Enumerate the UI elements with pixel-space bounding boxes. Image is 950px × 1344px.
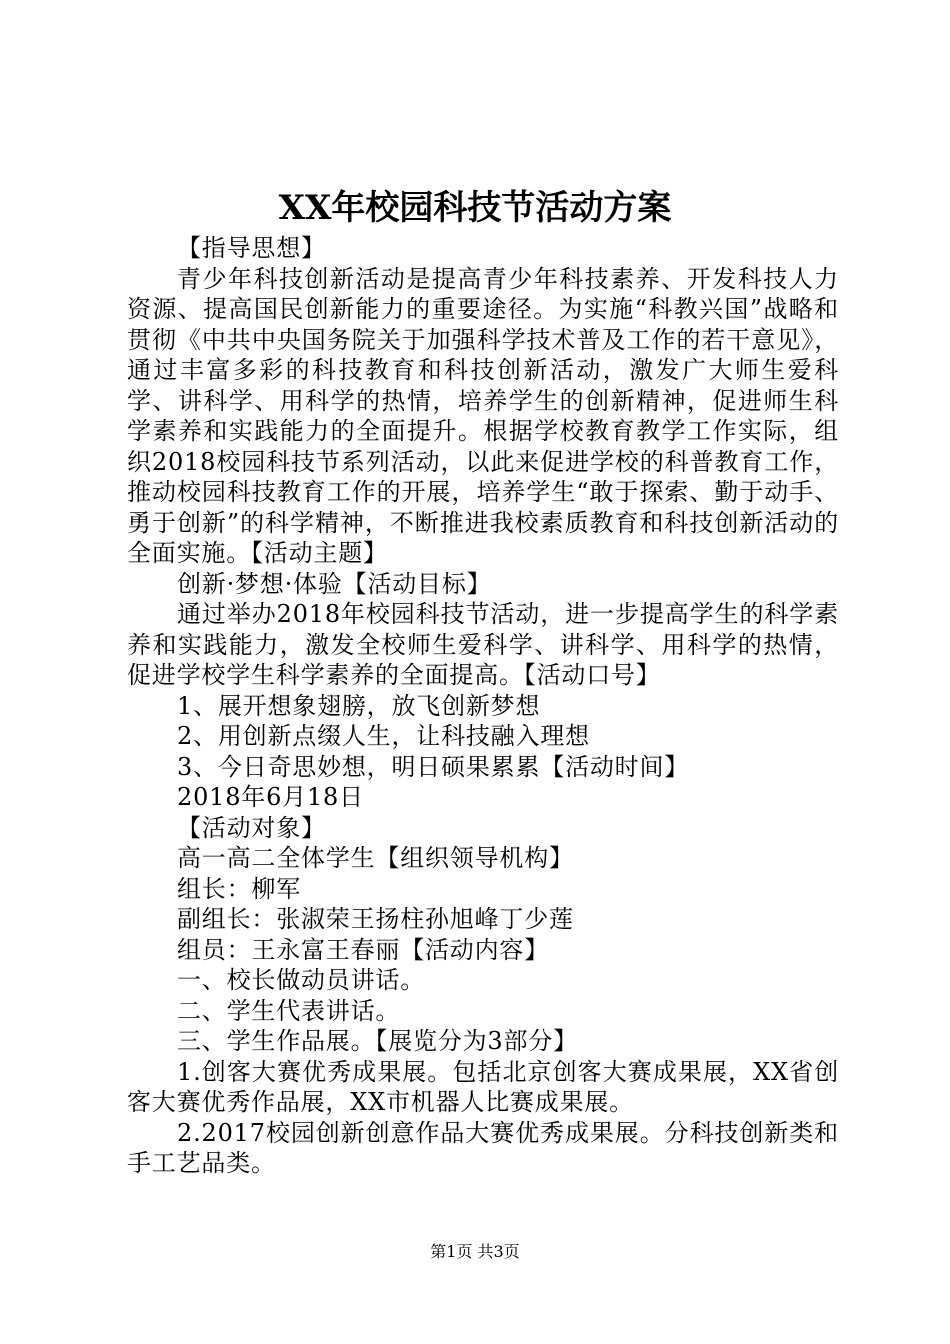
- slogan-item: 3、今日奇思妙想，明日硕果累累【活动时间】: [177, 752, 690, 781]
- paragraph-goals: 通过举办2018年校园科技节活动，进一步提高学生的科学素养和实践能力，激发全校师生爱科学、讲科学、用科学的热情，促进学校学生科学素养的全面提高。【活动口号】: [127, 600, 839, 689]
- document-body: [127, 233, 839, 1179]
- exhibition-item: 1.创客大赛优秀成果展。包括北京创客大赛成果展，XX省创客大赛优秀作品展，XX市机器人比赛成果展。: [127, 1057, 839, 1116]
- activity-date: 2018年6月18日: [177, 783, 364, 811]
- org-members: 组员：王永富王春丽【活动内容】: [177, 935, 549, 964]
- paragraph-theme: 创新·梦想·体验【活动目标】: [177, 569, 492, 598]
- content-item: 三、学生作品展。【展览分为3部分】: [177, 1027, 578, 1055]
- org-deputy-leaders: 副组长：张淑荣王扬柱孙旭峰丁少莲: [177, 905, 574, 933]
- paragraph-guiding-thought: 青少年科技创新活动是提高青少年科技素养、开发科技人力资源、提高国民创新能力的重要途径。为实施“科教兴国”战略和贯彻《中共中央国务院关于加强科学技术普及工作的若干意见》，通过丰富多彩的科技教育和科技创新活动，激发广大师生爱科学、讲科学、用科学的热情，培养学生的创新精神，促进师生科学素养和实践能力的全面提升。根据学校教育教学工作实际，组织2018校园科技节系列活动，以此来促进学校的科普教育工作，推动校园科技教育工作的开展，培养学生“敢于探索、勤于动手、勇于创新”的科学精神，不断推进我校素质教育和科技创新活动的全面实施。【活动主题】: [127, 264, 839, 567]
- heading-guiding-thought: 【指导思想】: [177, 234, 326, 262]
- exhibition-item: 2.2017校园创新创意作品大赛优秀成果展。分科技创新类和手工艺品类。: [127, 1118, 839, 1177]
- document-title: XX年校园科技节活动方案: [278, 188, 672, 228]
- content-item: 一、校长做动员讲话。: [177, 966, 425, 994]
- heading-target: 【活动对象】: [177, 813, 326, 842]
- paragraph-target: 高一高二全体学生【组织领导机构】: [177, 844, 574, 872]
- org-leader: 组长：柳军: [177, 874, 301, 903]
- content-item: 二、学生代表讲话。: [177, 996, 401, 1025]
- slogan-item: 2、用创新点缀人生，让科技融入理想: [177, 722, 590, 750]
- page-footer: 第1页 共3页: [430, 1242, 520, 1261]
- slogan-item: 1、展开想象翅膀，放飞创新梦想: [177, 691, 541, 720]
